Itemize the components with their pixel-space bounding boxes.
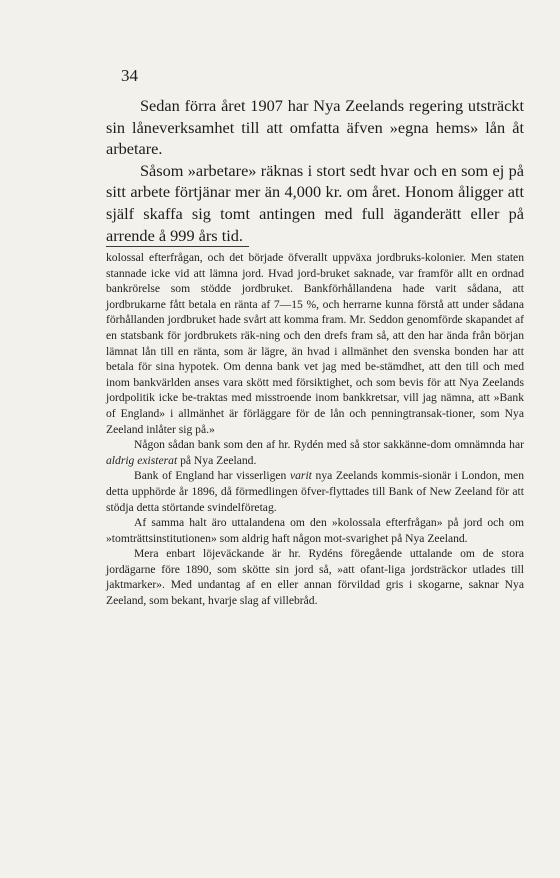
footnote-divider (106, 246, 249, 247)
main-paragraph-2: Såsom »arbetare» räknas i stort sedt hvar och en som ej på sitt arbete förtjänar mer än 4,000 kr. om året. Honom åligger att själf skaffa sig tomt antingen med full äganderätt eller på arrende å 999 års tid. (106, 160, 524, 245)
main-text (106, 95, 524, 246)
note-paragraph-4: Af samma halt äro uttalandena om den »kolossala efterfrågan» på jord och om »tomträttsinstitutionen» som aldrig haft någon mot-svarighet på Nya Zeeland. (106, 516, 524, 545)
page-number: 34 (121, 66, 138, 85)
main-paragraph-1: Sedan förra året 1907 har Nya Zeelands regering utsträckt sin låneverksamhet till att omfatta äfven »egna hems» lån åt arbetare. (106, 96, 524, 159)
note-paragraph-3: Bank of England har visserligen varit nya Zeelands kommis-sionär i London, men detta upphörde år 1896, då förmedlingen öfver-flyttades till Bank of New Zeeland för att stödja detta störtande svindelföretag. (106, 469, 524, 514)
footnote-text (106, 250, 524, 609)
note-paragraph-5: Mera enbart löjeväckande är hr. Rydéns föregående uttalande om de stora jordägarne före 1890, som skötte sin jord så, »att ofant-liga jordsträckor utlades till jaktmarker». Med undantag af en eller annan förvildad gris i skogarne, saknar Nya Zeeland, som bekant, hvarje slag af villebråd. (106, 547, 524, 608)
note-paragraph-2: Någon sådan bank som den af hr. Rydén med så stor sakkänne-dom omnämnda har aldrig existerat på Nya Zeeland. (106, 438, 524, 467)
note-paragraph-1: kolossal efterfrågan, och det började öfverallt uppväxa jordbruks-kolonier. Men staten stannade icke vid att lämna jord. Hvad jord-bruket saknade, var framför allt en ordnad bankrörelse som stödde jordbruket. Bankförhållandena hade varit sådana, att jordbrukarne fått betala en ränta af 7—15 %, och herrarne kunna förstå att under sådana förhållanden jordbruket hade svårt att komma fram. Mr. Seddon genomförde skapandet af en statsbank för jordbrukets räk-ning och den drefs fram så, att den har ända från början lämnat lån till en ränta, som är lägre, än hvad i allmänhet den svenska bonden har att betala för sina hypotek. Om denna bank vet jag med be-stämdhet, att den till och med inom bankvärlden anses vara skött med försiktighet, och som bevis för att Nya Zeelands jordpolitik icke be-traktas med misstroende inom bankkretsar, vill jag nämna, att »Bank of England» i allmänhet är förläggare för de lån och penningtransak-tioner, som Nya Zeeland inlåter sig på.» (106, 251, 524, 436)
